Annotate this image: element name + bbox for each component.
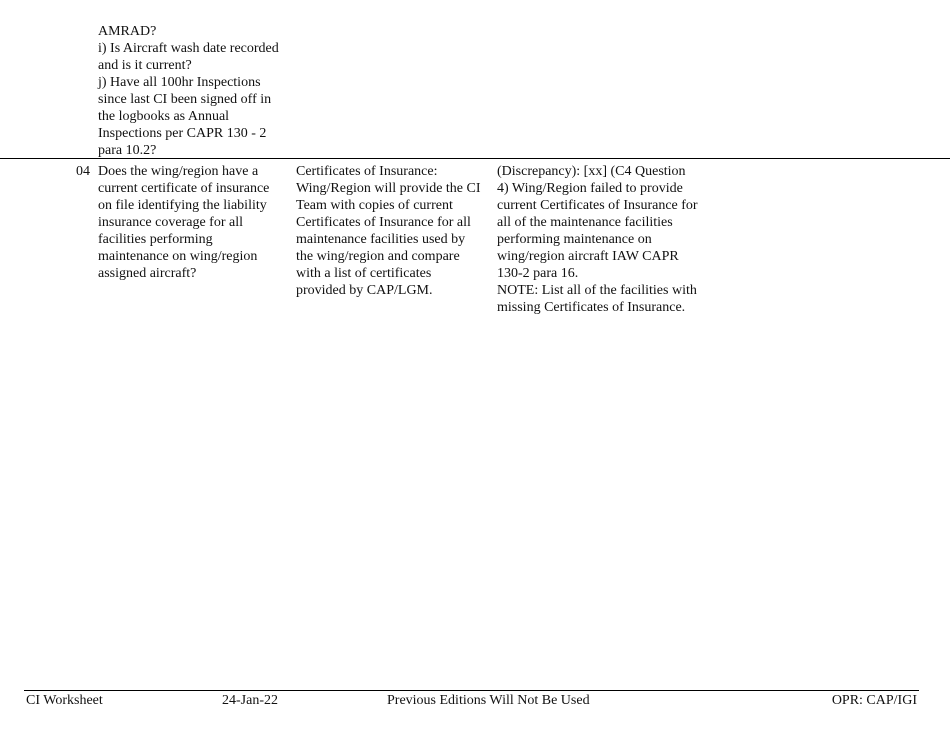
text-line: insurance coverage for all [98,215,243,230]
footer-date: 24-Jan-22 [222,693,278,708]
text-line: current certificate of insurance [98,181,270,196]
text-line: i) Is Aircraft wash date recorded [98,41,279,56]
discrepancy-text [497,163,717,316]
text-line: on file identifying the liability [98,198,267,213]
text-line: (Discrepancy): [xx] (C4 Question [497,164,686,179]
text-line: Wing/Region will provide the CI [296,181,481,196]
text-line: NOTE: List all of the facilities with [497,283,697,298]
text-line: facilities performing [98,232,213,247]
text-line: the wing/region and compare [296,249,460,264]
text-line: j) Have all 100hr Inspections [98,75,261,90]
footer-rule [24,690,919,691]
text-line: provided by CAP/LGM. [296,283,433,298]
row-divider [0,158,950,159]
text-line: AMRAD? [98,24,157,39]
text-line: the logbooks as Annual [98,109,230,124]
text-line: Does the wing/region have a [98,164,259,179]
footer-title: CI Worksheet [26,693,103,708]
text-line: current Certificates of Insurance for [497,198,698,213]
text-line: missing Certificates of Insurance. [497,300,686,315]
text-line: Certificates of Insurance for all [296,215,471,230]
footer-notice: Previous Editions Will Not Be Used [387,693,590,708]
question-text [98,163,288,282]
question-number-text: 04 [76,164,90,179]
text-line: para 10.2? [98,143,157,158]
text-line: 130-2 para 16. [497,266,579,281]
text-line: maintenance facilities used by [296,232,466,247]
continued-question-text [98,23,298,159]
text-line: assigned aircraft? [98,266,197,281]
text-line: maintenance on wing/region [98,249,258,264]
text-line: Inspections per CAPR 130 - 2 [98,126,267,141]
procedure-text [296,163,491,299]
text-line: all of the maintenance facilities [497,215,673,230]
question-number [76,163,90,180]
footer-opr: OPR: CAP/IGI [831,693,917,708]
text-line: and is it current? [98,58,192,73]
text-line: Certificates of Insurance: [296,164,438,179]
text-line: performing maintenance on [497,232,652,247]
text-line: 4) Wing/Region failed to provide [497,181,683,196]
text-line: wing/region aircraft IAW CAPR [497,249,679,264]
text-line: Team with copies of current [296,198,453,213]
text-line: since last CI been signed off in [98,92,272,107]
text-line: with a list of certificates [296,266,432,281]
